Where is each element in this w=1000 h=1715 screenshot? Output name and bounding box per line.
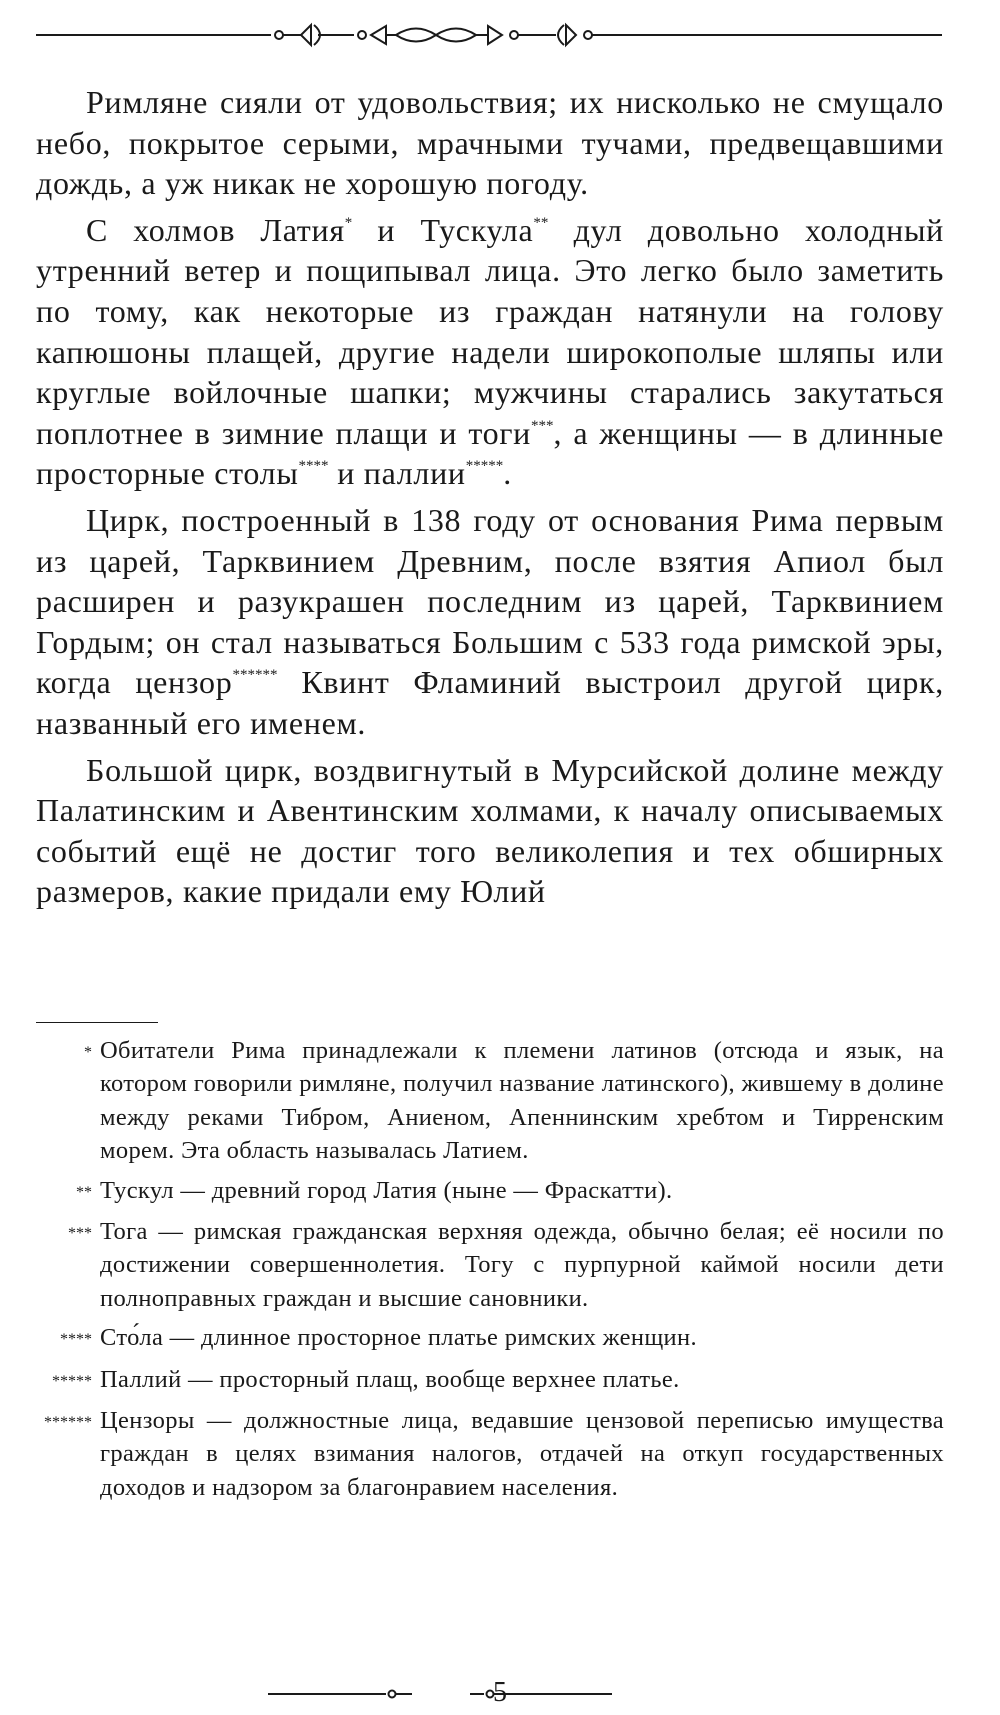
footnote-mark: *** [68, 1225, 92, 1243]
footnote [36, 1363, 944, 1398]
footnote-text: Цензоры — должностные лица, ведавшие цензовой переписью имущества граждан в целях взимания налогов, отдачей на откуп государственных доходов и надзором за благонравием населения. [100, 1407, 944, 1501]
footnote-text: Паллий — просторный плащ, вообще верхнее платье. [100, 1365, 680, 1393]
footnote-text: Обитатели Рима принадлежали к племени латинов (отсюда и язык, на котором говорили римляне, получил название латинского), жившему в долине между реками Тибром, Аниеном, Апеннинским хребтом и Тирренским морем. Эта область называлась Латием. [100, 1037, 944, 1165]
footnote-mark: **** [60, 1331, 92, 1349]
footnote [36, 1404, 944, 1504]
footnote-separator [36, 1022, 158, 1023]
text-run: С холмов Латия [86, 211, 345, 248]
text-run: и Тускула [352, 211, 534, 248]
footnote-reference[interactable]: * [344, 214, 353, 231]
footnote-mark: * [84, 1044, 92, 1061]
text-run: Цирк, построенный в 138 году от основания Рима первым из царей, Тарквинием Древним, после взятия Апиол был расширен и разукрашен последним из царей, Тарквинием Гордым; он стал называться Большим с 533 года римской эры, когда цензор [36, 501, 944, 701]
footnote [36, 1034, 944, 1168]
footnote-reference[interactable]: ***** [465, 458, 504, 475]
footnote-text: Сто́ла — длинное просторное платье римских женщин. [100, 1324, 697, 1352]
text-run: Римляне сияли от удовольствия; их нисколько не смущало небо, покрытое серыми, мрачными тучами, предвещавшими дождь, а уж никак не хорошую погоду. [36, 84, 944, 202]
footnote-reference[interactable]: *** [530, 417, 554, 434]
footnote-reference[interactable]: **** [298, 458, 329, 475]
body-paragraph [36, 750, 944, 912]
body-paragraph [36, 500, 944, 744]
footnote-reference[interactable]: ** [533, 214, 549, 231]
footnote-reference[interactable]: ****** [232, 667, 278, 684]
footnote-text: Тога — римская гражданская верхняя одежда, обычно белая; её носили по достижении совершеннолетия. Тогу с пурпурной каймой носили дети полноправных граждан и высшие сановники. [100, 1218, 944, 1312]
text-run: дул довольно холодный утренний ветер и пощипывал лица. Это легко было заметить по тому, как некоторые из граждан натянули на голову капюшоны плащей, другие надели широкополые шляпы или круглые войлочные шапки; мужчины старались закутаться поплотнее в зимние плащи и тоги [36, 211, 944, 451]
text-run: , а женщины — в длинные просторные столы [36, 414, 944, 492]
main-text [36, 82, 944, 912]
text-run: Квинт Фламиний выстроил другой цирк, названный его именем. [36, 664, 944, 741]
footnote-text: Тускул — древний город Латия (ныне — Фраскатти). [100, 1176, 673, 1204]
footnote-mark: ***** [52, 1372, 92, 1390]
footnote [36, 1174, 944, 1209]
text-run: . [503, 455, 512, 492]
page-number: 5 [493, 1677, 507, 1708]
text-run: и паллии [328, 455, 466, 492]
body-paragraph [36, 210, 944, 494]
footnotes [36, 1034, 944, 1510]
footnote [36, 1321, 944, 1356]
footnote [36, 1215, 944, 1315]
text-run: Большой цирк, воздвигнутый в Мурсийской долине между Палатинским и Авентинским холмами, к началу описываемых событий ещё не достиг того великолепия и тех обширных размеров, какие придали ему Юлий [36, 751, 944, 910]
footnote-mark: ** [76, 1183, 92, 1201]
footnote-mark: ****** [44, 1414, 92, 1432]
body-paragraph [36, 82, 944, 204]
top-ornament [36, 20, 942, 50]
